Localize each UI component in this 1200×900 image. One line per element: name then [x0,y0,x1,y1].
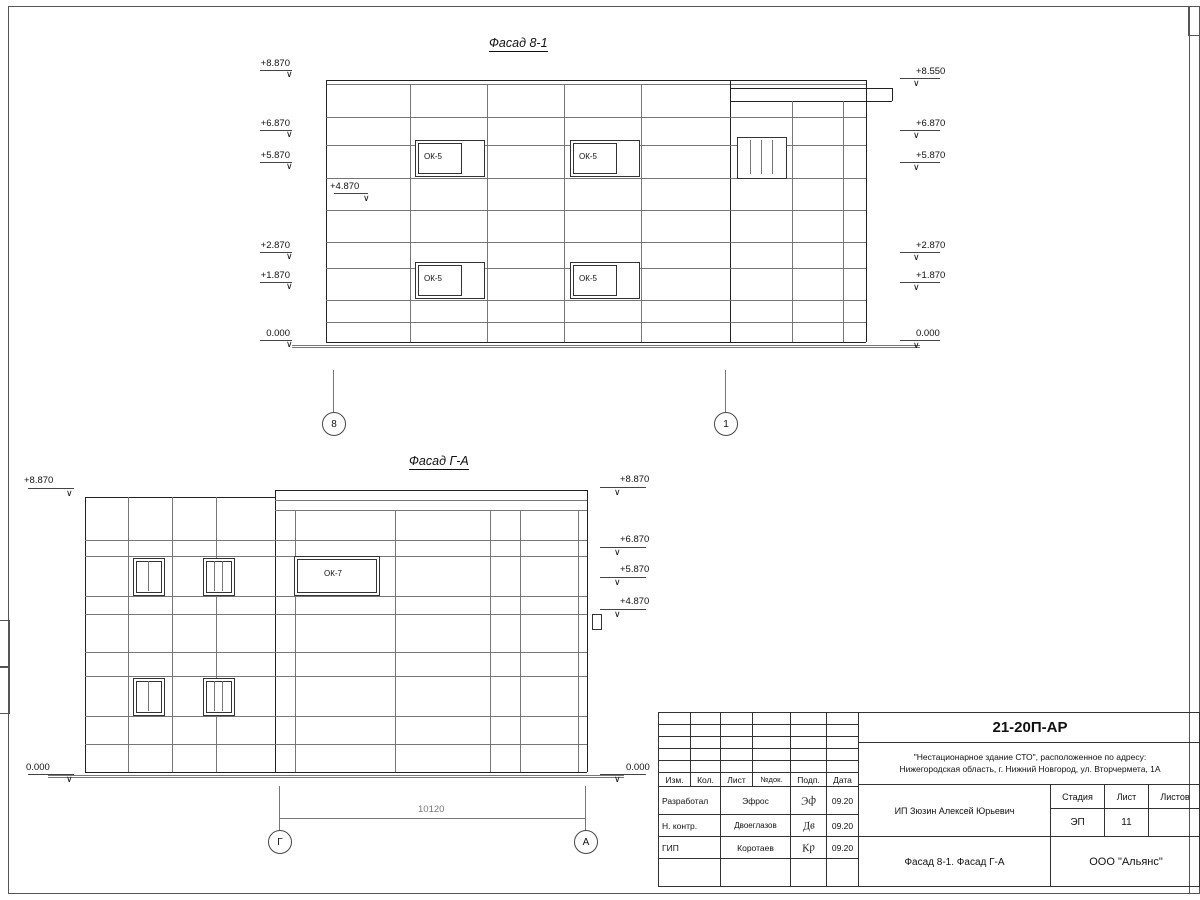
facade1-axis-line-8 [333,370,334,412]
facade2-step-edge [275,490,276,772]
facade1-left-edge [326,80,327,342]
facade2-roof-right-2 [275,500,587,501]
title-block-blank-r5c1 [659,761,691,773]
facade1-entrance-mullion-2 [761,140,762,174]
facade2-window-2-mullion-b [222,561,223,591]
title-block-header-izm: Изм. [659,773,691,787]
facade2-dim-ext-right [585,786,586,832]
title-block-header-data: Дата [827,773,859,787]
title-block-blank-r3c1 [659,737,691,749]
title-block-signature-3: Кр [791,837,827,859]
facade1-block-divider [730,80,731,342]
facade2-right-leader-2 [600,547,646,548]
facade2-right-arrow-5: ∨ [614,774,621,784]
facade1-right-leader-5 [900,282,940,283]
facade1-right-arrow-4: ∨ [913,252,920,262]
title-block-sheet-label: Лист [1105,785,1149,809]
facade1-canopy-top [730,88,892,89]
facade2-joint-h5 [85,652,587,653]
facade1-joint-v4 [641,84,642,342]
facade1-axis-line-1 [725,370,726,412]
facade2-right-edge [587,490,588,772]
title-block-date-1: 09.20 [827,787,859,815]
facade2-axis-marker-g: Г [268,830,292,854]
facade2-window-3-sash [136,681,162,713]
title-block-blank-r3c3 [721,737,753,749]
facade1-canopy-right [892,88,893,101]
facade2-window-4-mullion-a [214,681,215,711]
title-block [658,712,1200,887]
facade2-left-edge [85,497,86,772]
facade2-roof-right [275,490,587,491]
facade2-right-leader-1 [600,487,646,488]
facade1-ground-line-2 [292,347,920,348]
sheet-frame-corner-mark [1188,6,1200,36]
facade2-window-1-sash [136,561,162,593]
facade-1-title: Фасад 8-1 [489,36,548,50]
title-block-stage-label: Стадия [1051,785,1105,809]
facade1-left-arrow-7: ∨ [286,339,293,349]
title-block-blank-r4c5 [791,749,827,761]
facade2-joint-v6 [490,510,491,772]
facade2-right-arrow-4: ∨ [614,609,621,619]
facade1-joint-h1 [326,117,866,118]
facade1-left-arrow-3: ∨ [286,161,293,171]
title-block-blank-r3c2 [691,737,721,749]
facade2-window-1-mullion [148,561,149,591]
title-block-blank-r4c2 [691,749,721,761]
title-block-signature-1: Эф [791,787,827,815]
facade1-window-3-label: ОК-5 [424,274,442,283]
facade2-roof-right-3 [275,510,587,511]
title-block-blank-bottom-4 [827,859,859,887]
title-block-blank-r2c6 [827,725,859,737]
facade2-window-4-mullion-b [222,681,223,711]
facade2-dim-ext-left [279,786,280,832]
facade1-right-level-1: +8.550 [916,66,946,77]
facade2-left-arrow-1: ∨ [66,488,73,498]
facade1-joint-v2 [487,84,488,342]
sheet-frame-left-mark-2 [0,666,10,714]
facade2-ground-line-2 [48,777,624,778]
title-block-name-3: Коротаев [721,837,791,859]
title-block-blank-r1c5 [791,713,827,725]
facade1-left-arrow-5: ∨ [286,251,293,261]
facade1-joint-v1 [410,84,411,342]
facade1-right-arrow-6: ∨ [913,340,920,350]
facade1-left-arrow-2: ∨ [286,129,293,139]
facade1-left-level-4: +4.870 [330,181,360,192]
facade1-left-arrow-1: ∨ [286,69,293,79]
title-block-header-list: Лист [721,773,753,787]
facade2-joint-v2 [172,497,173,772]
title-block-blank-r1c2 [691,713,721,725]
facade1-right-edge [866,80,867,342]
facade1-right-leader-4 [900,252,940,253]
facade2-axis-marker-a: А [574,830,598,854]
title-block-role-1: Разработал [659,787,721,815]
facade2-joint-h6 [85,676,587,677]
title-block-name-1: Эфрос [721,787,791,815]
facade1-right-level-3: +5.870 [916,150,946,161]
title-block-drawing-name: Фасад 8-1. Фасад Г-А [859,837,1051,887]
facade2-left-level-1: +8.870 [24,475,54,486]
facade2-joint-v7 [520,510,521,772]
title-block-blank-r2c5 [791,725,827,737]
facade1-left-level-2: +6.870 [260,118,290,129]
facade-2-title: Фасад Г-А [409,454,469,468]
title-block-blank-r1c6 [827,713,859,725]
facade2-window-3-mullion [148,681,149,711]
title-block-blank-r3c4 [753,737,791,749]
title-block-blank-r1c4 [753,713,791,725]
facade1-joint-h8 [326,322,866,323]
facade1-joint-v3 [564,84,565,342]
title-block-blank-r4c3 [721,749,753,761]
facade2-right-arrow-2: ∨ [614,547,621,557]
facade1-left-arrow-4: ∨ [363,193,370,203]
facade2-joint-h7 [85,716,587,717]
facade1-left-arrow-6: ∨ [286,281,293,291]
title-block-blank-r5c3 [721,761,753,773]
facade1-left-level-5: +2.870 [260,240,290,251]
facade1-right-level-6: 0.000 [916,328,940,339]
facade1-joint-h5 [326,242,866,243]
facade1-left-level-3: +5.870 [260,150,290,161]
facade1-joint-h4 [326,210,866,211]
title-block-blank-r2c3 [721,725,753,737]
facade2-right-leader-5 [600,774,646,775]
title-block-blank-r1c1 [659,713,691,725]
facade2-window-2-mullion-a [214,561,215,591]
facade2-right-leader-4 [600,609,646,610]
facade2-right-level-1: +8.870 [620,474,650,485]
facade2-window-4-sash [206,681,232,713]
facade2-left-level-2: 0.000 [26,762,50,773]
facade1-window-2-label: ОК-5 [579,152,597,161]
facade2-joint-v4 [295,510,296,772]
facade1-axis-marker-1: 1 [714,412,738,436]
facade1-right-arrow-1: ∨ [913,78,920,88]
facade1-ground-line [292,345,920,346]
facade2-dimension-value: 10120 [418,804,445,815]
facade2-right-leader-3 [600,577,646,578]
facade2-right-level-4: +4.870 [620,596,650,607]
facade2-joint-v8 [578,510,579,772]
title-block-role-3: ГИП [659,837,721,859]
facade1-right-arrow-3: ∨ [913,162,920,172]
title-block-blank-r3c5 [791,737,827,749]
facade2-ground-line [48,775,624,776]
title-block-customer: ИП Зюзин Алексей Юрьевич [859,785,1051,837]
facade1-roof-line [326,80,866,81]
facade1-roof-line-2 [326,84,866,85]
facade2-right-level-3: +5.870 [620,564,650,575]
title-block-name-2: Двоеглазов [721,815,791,837]
facade1-right-leader-1 [900,78,940,79]
facade2-right-level-2: +6.870 [620,534,650,545]
facade1-window-4-label: ОК-5 [579,274,597,283]
facade1-joint-v5 [792,101,793,342]
title-block-blank-r5c4 [753,761,791,773]
facade2-joint-v1 [128,497,129,772]
facade1-left-level-1: +8.870 [260,58,290,69]
facade2-right-level-5: 0.000 [626,762,650,773]
title-block-header-ndok: №док. [753,773,791,787]
title-block-sheet-value: 11 [1105,809,1149,837]
title-block-blank-r5c2 [691,761,721,773]
title-block-date-3: 09.20 [827,837,859,859]
sheet-frame-left-mark-1 [0,620,10,668]
facade2-roof-left [85,497,275,498]
facade1-entrance-glazing [737,137,787,179]
facade2-right-arrow-1: ∨ [614,487,621,497]
title-block-blank-r2c2 [691,725,721,737]
title-block-header-kol: Кол. [691,773,721,787]
facade1-right-arrow-5: ∨ [913,282,920,292]
facade2-joint-h3 [85,596,587,597]
title-block-blank-r4c6 [827,749,859,761]
facade1-right-leader-6 [900,340,940,341]
title-block-blank-bottom-3 [791,859,827,887]
facade1-right-level-4: +2.870 [916,240,946,251]
facade2-window-2-sash [206,561,232,593]
facade1-right-level-5: +1.870 [916,270,946,281]
title-block-object: "Нестационарное здание СТО", расположенное по адресу: Нижегородская область, г. Нижний Новгород, ул. Вторчермета, 1А [859,743,1200,785]
title-block-blank-r4c1 [659,749,691,761]
title-block-sheets-value [1149,809,1200,837]
title-block-role-2: Н. контр. [659,815,721,837]
facade2-joint-h1 [85,540,587,541]
facade1-right-leader-2 [900,130,940,131]
title-block-blank-r1c3 [721,713,753,725]
facade2-right-arrow-3: ∨ [614,577,621,587]
title-block-blank-bottom-1 [659,859,721,887]
title-block-code: 21-20П-АР [859,713,1200,743]
title-block-signature-2: Дв [791,815,827,837]
facade2-joint-v5 [395,510,396,772]
facade1-joint-h7 [326,300,866,301]
title-block-date-2: 09.20 [827,815,859,837]
facade1-axis-marker-8: 8 [322,412,346,436]
facade1-left-level-7: 0.000 [266,328,290,339]
title-block-blank-bottom-2 [721,859,791,887]
facade2-joint-h4 [85,614,587,615]
title-block-stage-value: ЭП [1051,809,1105,837]
facade2-base-line [85,772,587,773]
title-block-blank-r5c5 [791,761,827,773]
facade2-detail-mark [592,614,602,630]
facade1-entrance-mullion-3 [772,140,773,174]
title-block-blank-r4c4 [753,749,791,761]
title-block-blank-r3c6 [827,737,859,749]
facade1-right-level-2: +6.870 [916,118,946,129]
title-block-blank-r2c4 [753,725,791,737]
facade1-entrance-mullion-1 [750,140,751,174]
facade1-window-1-label: ОК-5 [424,152,442,161]
title-block-sheets-label: Листов [1149,785,1200,809]
facade1-joint-v6 [843,101,844,342]
title-block-blank-r5c6 [827,761,859,773]
title-block-header-podp: Подп. [791,773,827,787]
facade1-base-line [326,342,866,343]
facade2-dim-line [279,818,585,819]
facade2-joint-v3 [216,497,217,772]
title-block-company: ООО "Альянс" [1089,856,1163,868]
facade2-left-arrow-2: ∨ [66,774,73,784]
facade2-window-ok7-label: ОК-7 [324,569,342,578]
facade2-joint-h8 [85,744,587,745]
facade1-right-arrow-2: ∨ [913,130,920,140]
facade1-canopy-bottom [730,101,892,102]
facade1-right-leader-3 [900,162,940,163]
title-block-blank-r2c1 [659,725,691,737]
facade1-left-level-6: +1.870 [260,270,290,281]
